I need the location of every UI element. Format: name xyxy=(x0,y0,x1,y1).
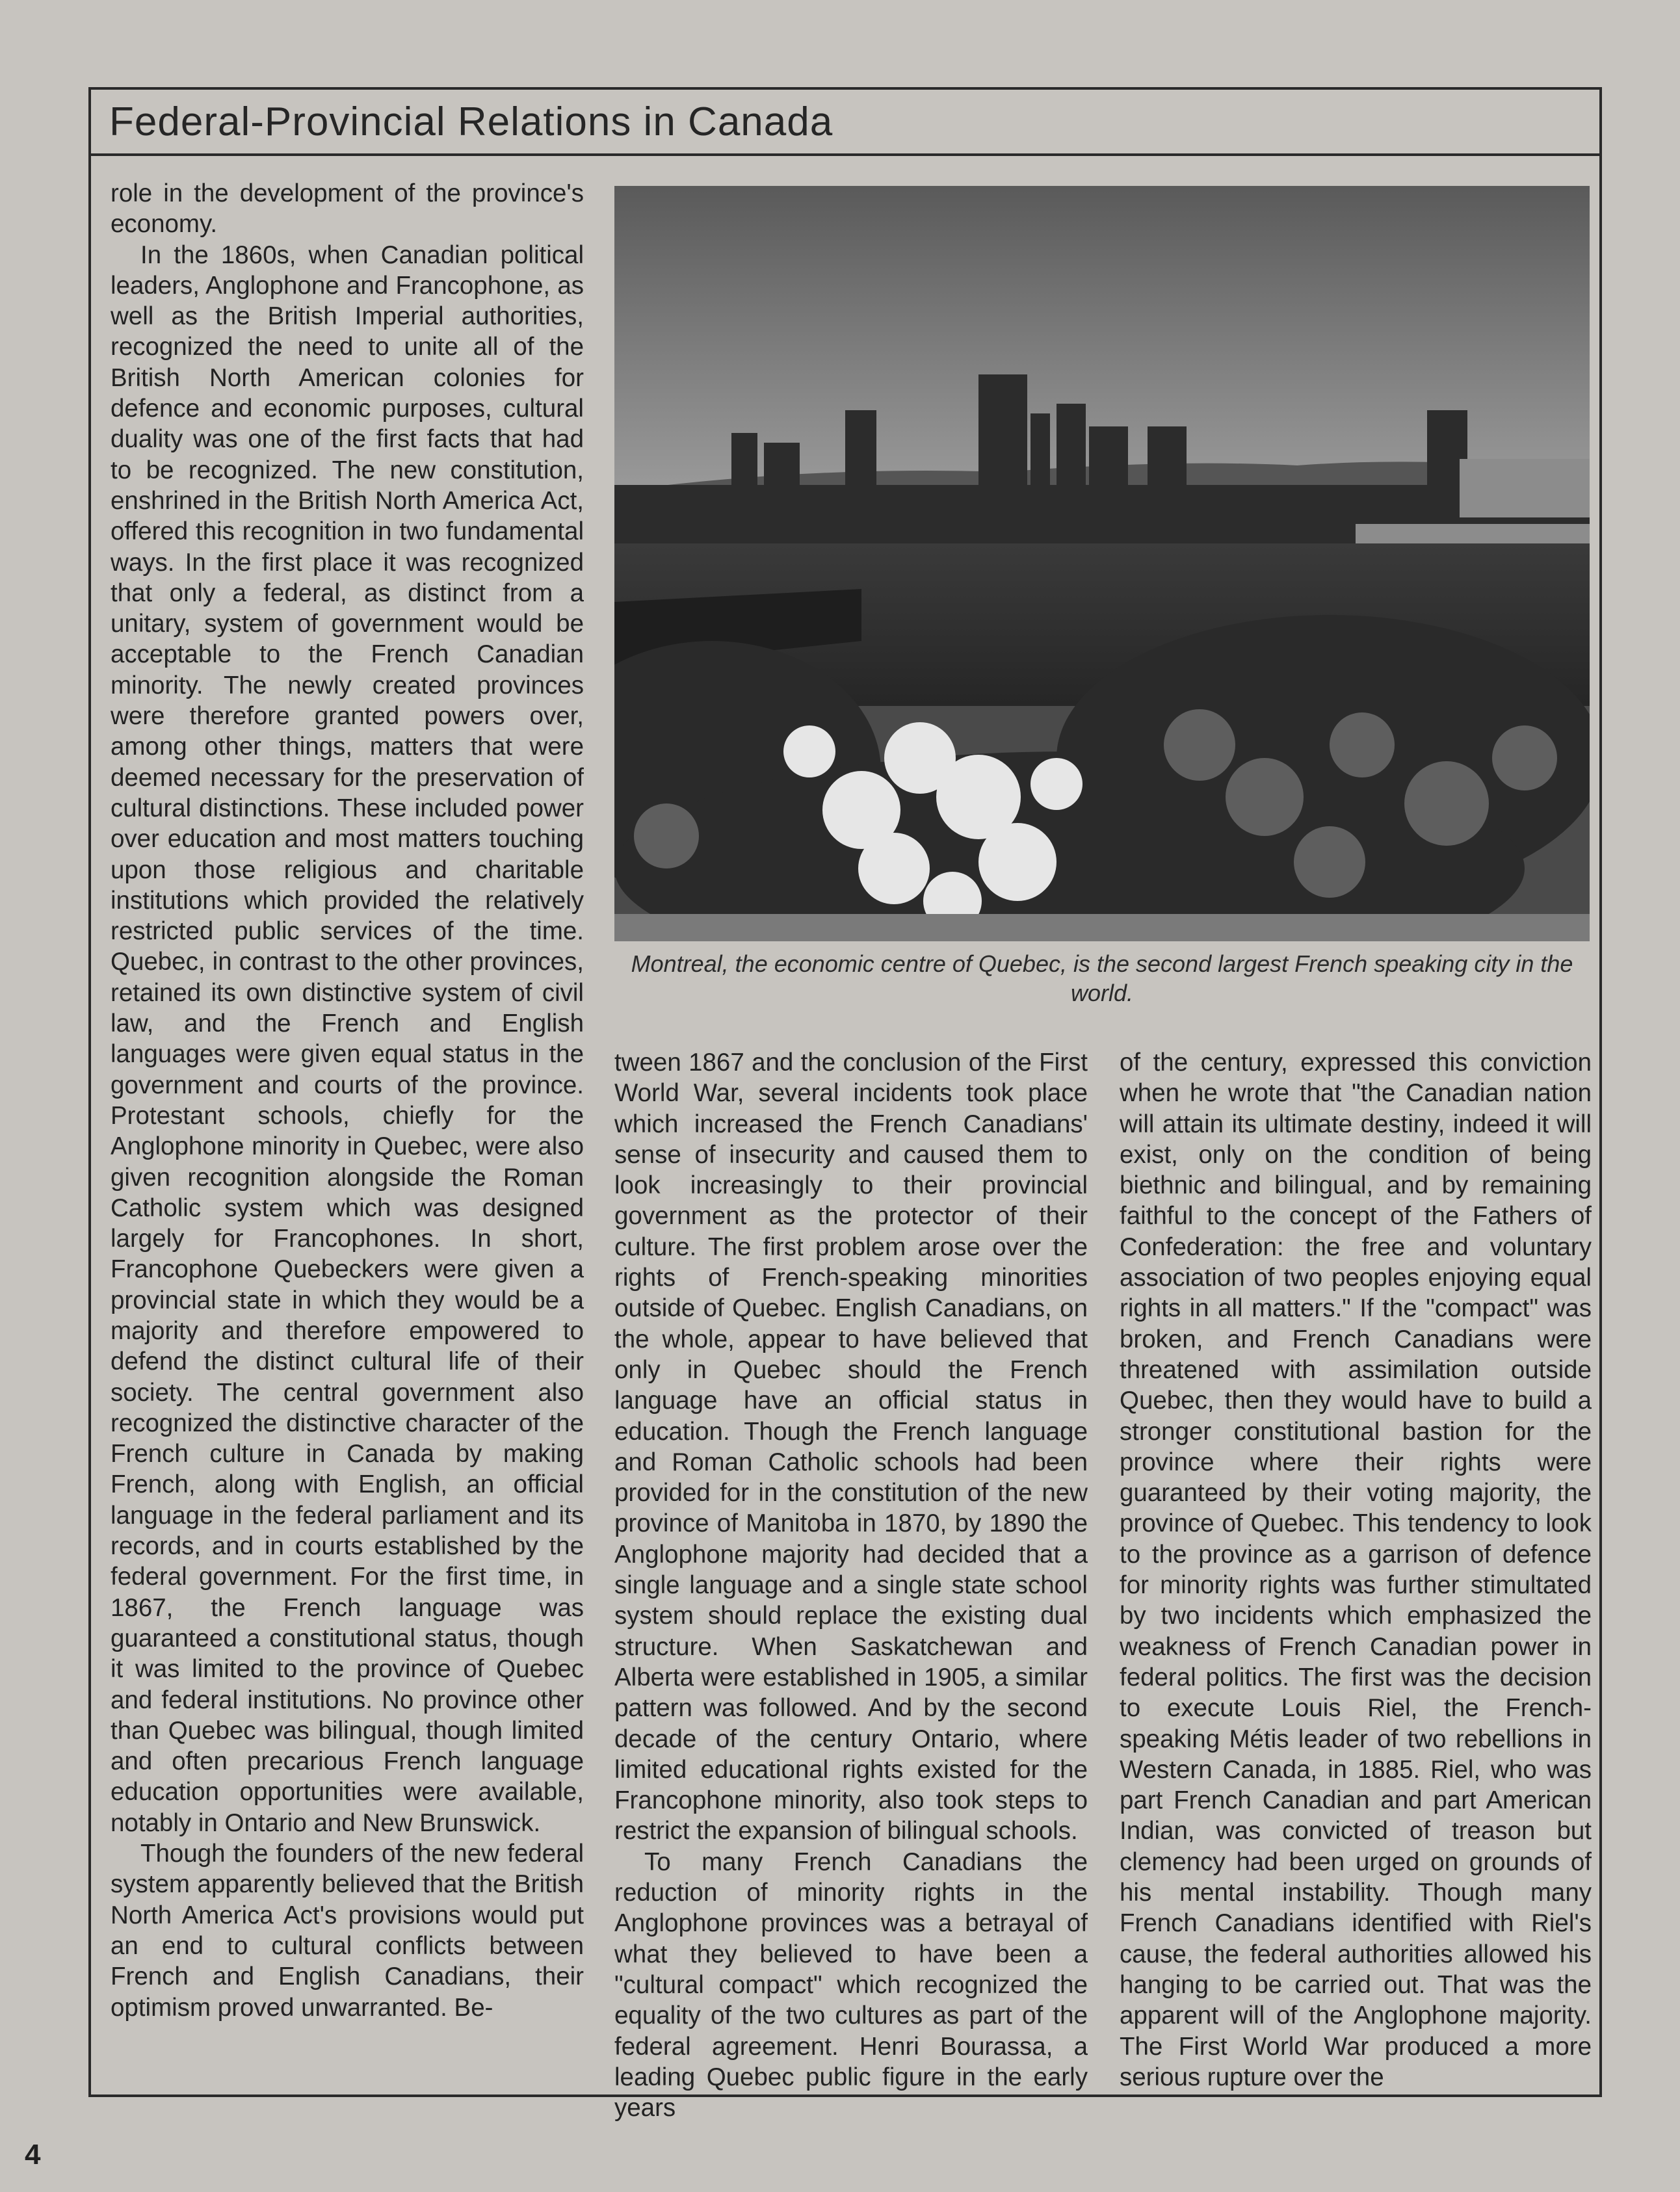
photo-caption: Montreal, the economic centre of Quebec, is the second largest French speaking city in the world. xyxy=(631,950,1573,1006)
text-column-middle xyxy=(614,1047,1088,2123)
paragraph: Though the founders of the new federal system apparently believed that the British North America Act's provisions would put an end to cultural conflicts between French and English Canadians, their optimism proved unwarranted. Be- xyxy=(111,1840,584,2022)
paragraph: To many French Canadians the reduction of minority rights in the Anglophone provinces was a betrayal of what they believed to have been a "cultural compact" which recognized the equality of the two cultures as part of the federal agreement. Henri Bourassa, a leading Quebec public figure in the early years xyxy=(614,1847,1088,2122)
paragraph: tween 1867 and the conclusion of the First World War, several incidents took place which increased the French Canadians' sense of insecurity and caused them to look increasingly to their provincial government as the protector of their culture. The first problem arose over the rights of French-speaking minorities outside of Quebec. English Canadians, on the whole, appear to have believed that only in Quebec should the French language have an official status in education. Though the French language and Roman Catholic schools had been provided for in the constitution of the new province of Manitoba in 1870, by 1890 the Anglophone majority had decided that a single language and a single state school system should replace the existing dual structure. When Saskatchewan and Alberta were established in 1905, a similar pattern was followed. And by the second decade of the century Ontario, where limited educational rights existed for the Francophone minority, also took steps to restrict the expansion of bilingual schools. xyxy=(614,1049,1088,1846)
photo-illustration xyxy=(614,186,1590,941)
page-frame xyxy=(88,87,1602,2122)
page-title: Federal-Provincial Relations in Canada xyxy=(109,99,833,144)
paragraph: of the century, expressed this conviction when he wrote that "the Canadian nation will attain its ultimate destiny, indeed it will exist, only on the condition of being biethnic and bilingual, and by remaining faithful to the concept of the Fathers of Confederation: the free and voluntary association of two peoples enjoying equal rights in all matters." If the "compact" was broken, and French Canadians were threatened with assimilation outside Quebec, then they would have to build a stronger constitutional bastion for the province where their rights were guaranteed by their voting majority, the province of Quebec. This tendency to look to the province as a garrison of defence for minority rights was further stimultated by two incidents which emphasized the weakness of French Canadian power in federal politics. The first was the decision to execute Louis Riel, the French-speaking Métis leader of two rebellions in Western Canada, in 1885. Riel, who was part French Canadian and part American Indian, was convicted of treason but clemency had been urged on grounds of his mental instability. Though many French Canadians identified with Riel's cause, the federal authorities allowed his hanging to be carried out. That was the apparent will of the Anglophone majority. The First World War produced a more serious rupture over the xyxy=(1120,1049,1592,2091)
header-bar xyxy=(91,90,1599,156)
page-number: 4 xyxy=(25,2139,41,2171)
text-column-left xyxy=(111,178,584,2023)
paragraph: role in the development of the province's economy. xyxy=(111,179,584,239)
montreal-skyline-photo xyxy=(614,186,1590,941)
text-column-right xyxy=(1120,1047,1592,2093)
paragraph: In the 1860s, when Canadian political leaders, Anglophone and Francophone, as well as the British Imperial authorities, recognized the need to unite all of the British North American colonies for defence and economic purposes, cultural duality was one of the first facts that had to be recognized. The new constitution, enshrined in the British North America Act, offered this recognition in two fundamental ways. In the first place it was recognized that only a federal, as distinct from a unitary, system of government would be acceptable to the French Canadian minority. The newly created provinces were therefore granted powers over, among other things, matters that were deemed necessary for the preservation of cultural distinctions. These included power over education and most matters touching upon those religious and charitable institutions which provided the relatively restricted public services of the time. Quebec, in contrast to the other provinces, retained its own distinctive system of civil law, and the French and English languages were given equal status in the government and courts of the province. Protestant schools, chiefly for the Anglophone minority in Quebec, were also given recognition alongside the Roman Catholic system which was designed largely for Francophones. In short, Francophone Quebeckers were given a provincial state in which they would be a majority and therefore empowered to defend the distinct cultural life of their society. The central government also recognized the distinctive character of the French culture in Canada by making French, along with English, an official language in the federal parliament and its records, and in courts established by the federal government. For the first time, in 1867, the French language was guaranteed a constitutional status, though it was limited to the province of Quebec and federal institutions. No province other than Quebec was bilingual, though limited and often precarious French language education opportunities were available, notably in Ontario and New Brunswick. xyxy=(111,241,584,1837)
